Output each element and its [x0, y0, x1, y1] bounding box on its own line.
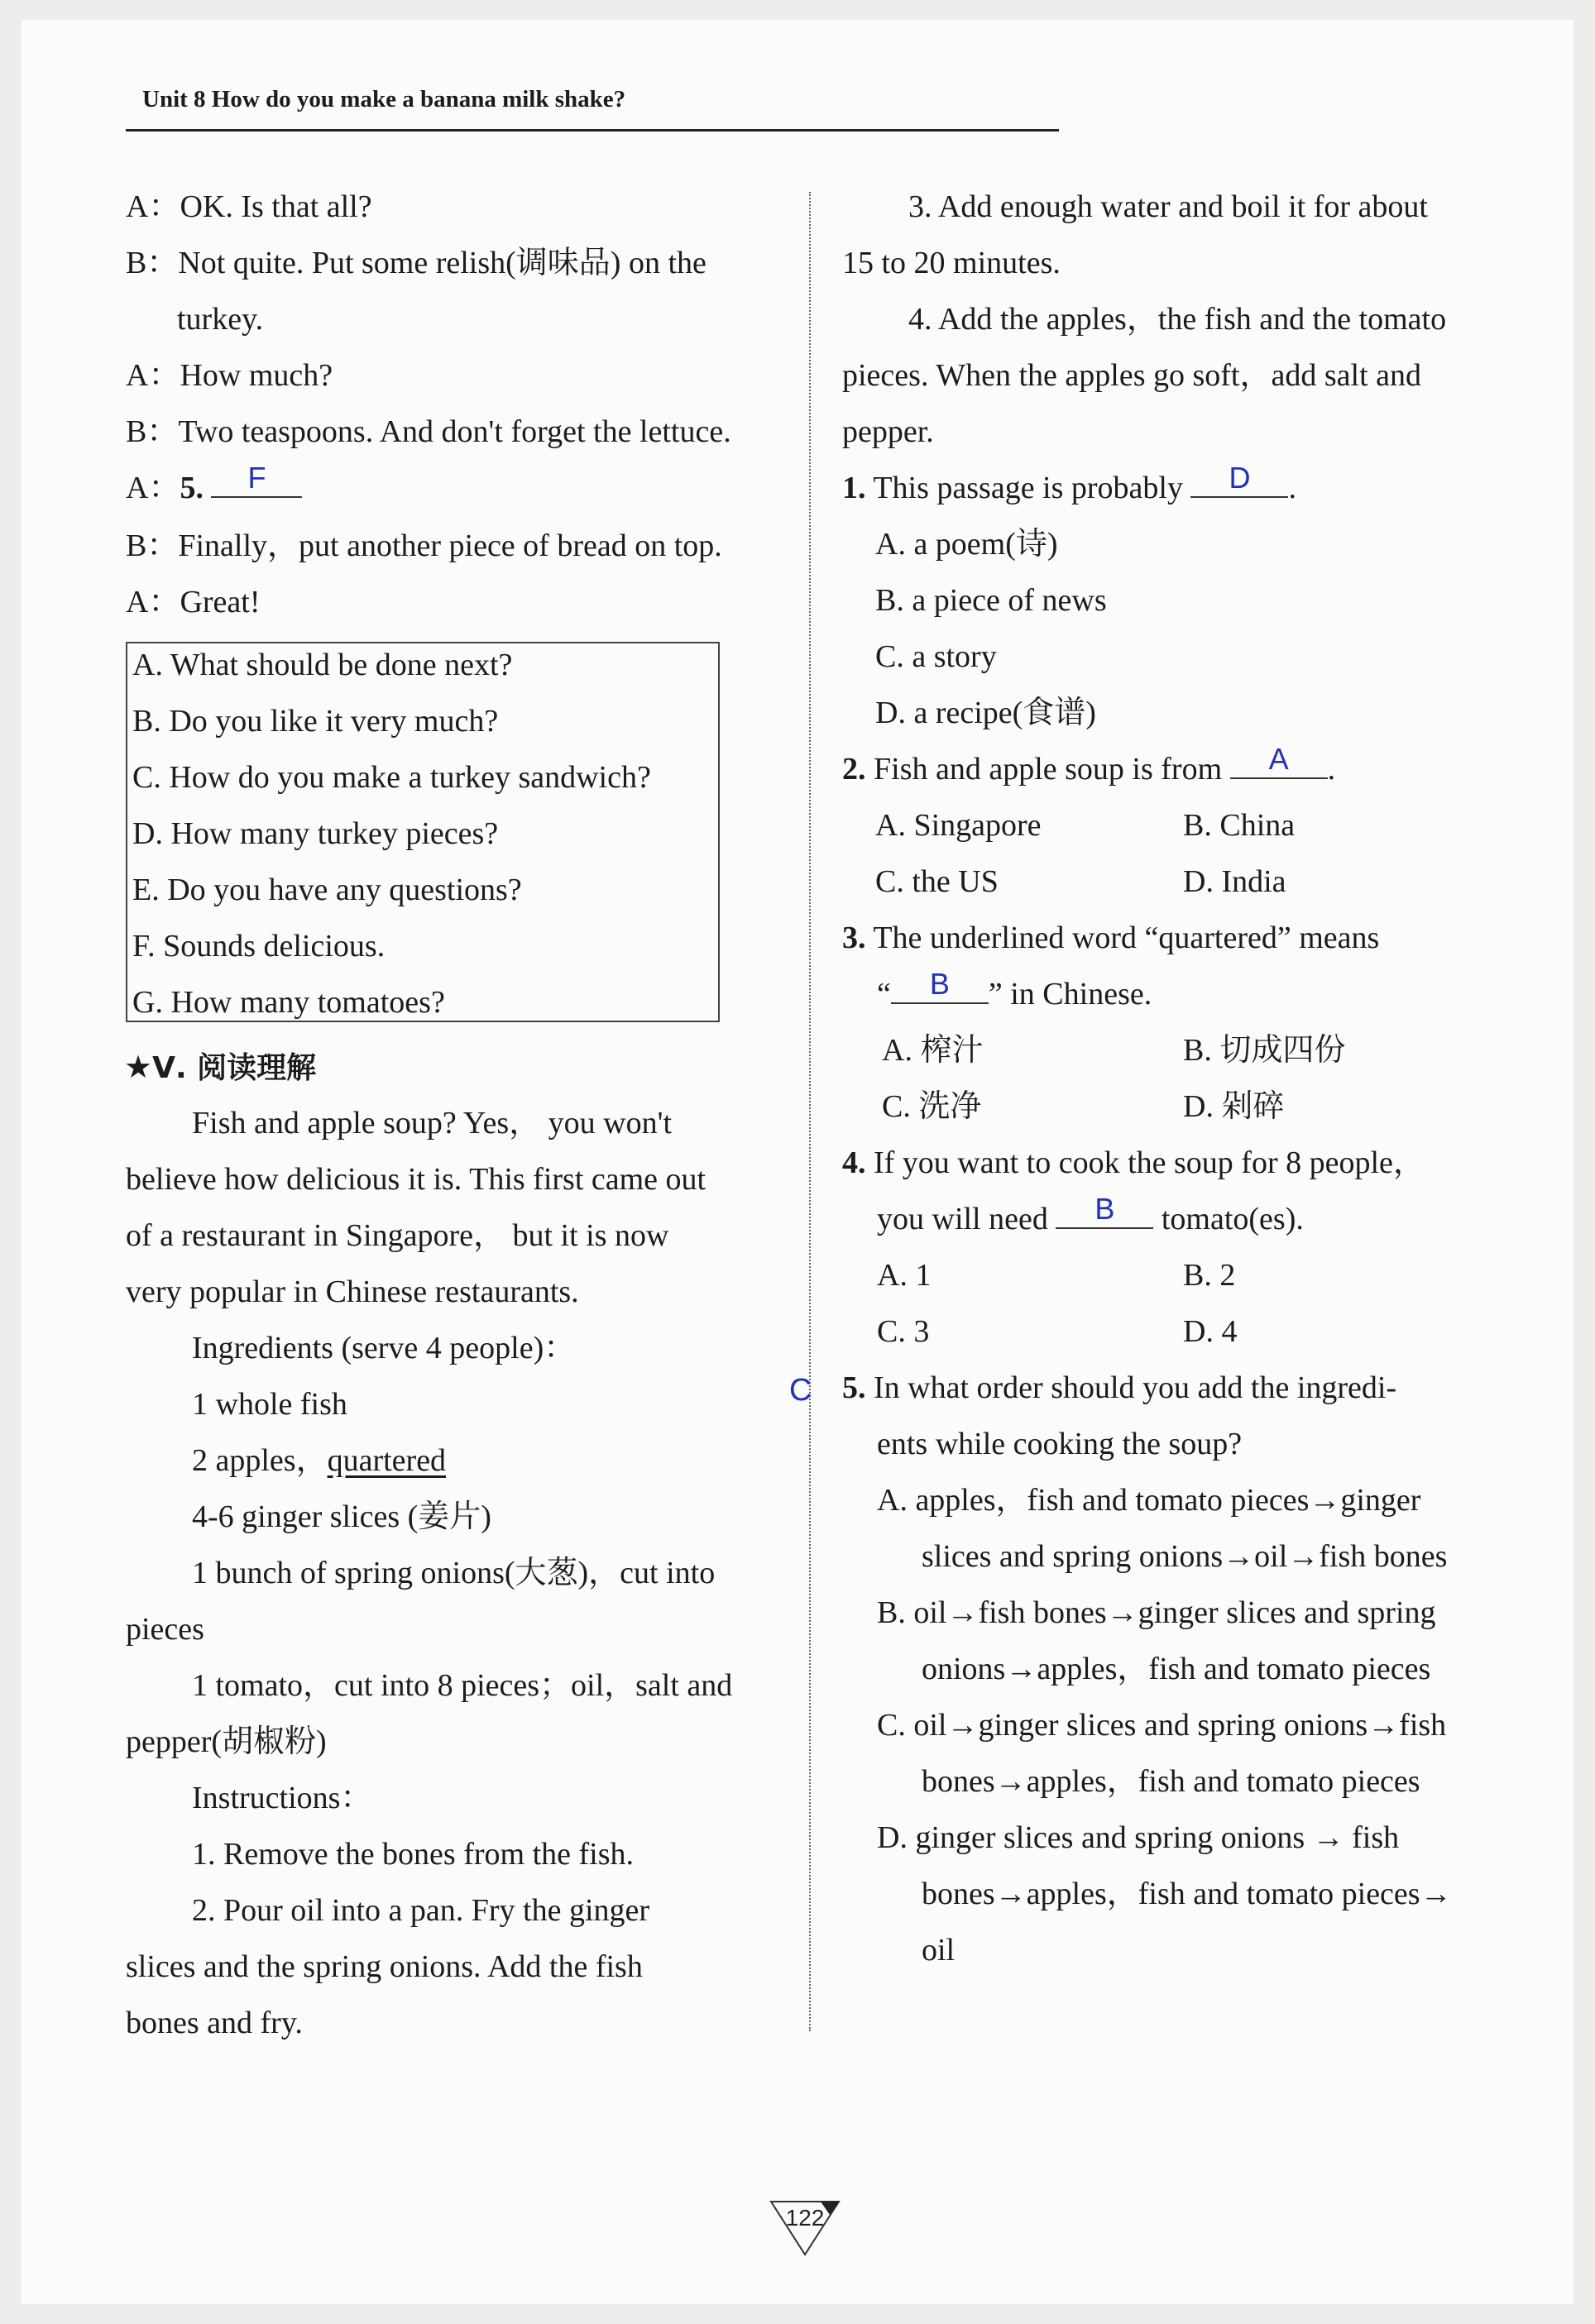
question-text: If you want to cook the soup for 8 people， [874, 1145, 1425, 1180]
dialogue-line: B：Not quite. Put some relish(调味品) on the [126, 246, 706, 280]
option-b: B. China [1183, 808, 1296, 843]
option-d-cont: oil [922, 1933, 956, 1968]
star-icon: ★ [124, 1049, 153, 1085]
question-text: ” in Chinese. [988, 977, 1152, 1011]
page-number: 122 [785, 2205, 825, 2231]
question-2 [842, 741, 1335, 797]
question-number: 3. [842, 921, 866, 955]
option-item: A. What should be done next? [132, 648, 513, 682]
instruction-step: 3. Add enough water and boil it for about [908, 189, 1428, 224]
option-d-cont: bones→apples，fish and tomato pieces→ [922, 1877, 1452, 1911]
ingredients-title: Ingredients (serve 4 people)： [192, 1331, 576, 1365]
instruction-step: 1. Remove the bones from the fish. [192, 1837, 635, 1872]
option-c: C. 洗净 [882, 1089, 982, 1124]
question-text: In what order should you add the ingredi- [874, 1370, 1397, 1405]
instruction-step: bones and fry. [126, 2006, 303, 2040]
question-number: 5. [842, 1370, 866, 1405]
option-a: A. Singapore [875, 808, 1042, 843]
handwritten-answer: A [1268, 742, 1289, 776]
question-text: you will need [877, 1202, 1048, 1236]
option-item: C. How do you make a turkey sandwich? [132, 760, 651, 795]
dialogue-line: A：Great! [126, 585, 261, 619]
option-d: D. 4 [1183, 1314, 1238, 1349]
unit-header: Unit 8 How do you make a banana milk shake? [142, 86, 626, 112]
option-c: C. the US [875, 864, 999, 899]
instruction-step: pieces. When the apples go soft，add salt and [842, 358, 1421, 393]
dialogue-line: B：Finally，put another piece of bread on top. [126, 528, 722, 563]
question-end: . [1327, 752, 1336, 787]
question-number: 1. [842, 471, 866, 505]
instruction-step: 4. Add the apples，the fish and the tomato [908, 302, 1447, 337]
question-text: This passage is probably [873, 471, 1183, 505]
question-5 [842, 1360, 1396, 1416]
ingredient-item: 1 whole fish [192, 1387, 347, 1422]
option-a: A. a poem(诗) [875, 527, 1058, 562]
option-b-cont: onions→apples，fish and tomato pieces [922, 1652, 1431, 1686]
blank-number: 5. [180, 471, 204, 505]
page-number-badge [769, 2200, 841, 2256]
question-1 [842, 460, 1296, 516]
option-d: D. 剁碎 [1183, 1089, 1285, 1124]
passage-line: Fish and apple soup? Yes， you won't [192, 1106, 673, 1140]
option-b: B. a piece of news [875, 583, 1107, 618]
question-text: ents while cooking the soup? [877, 1427, 1243, 1461]
option-a-cont: slices and spring onions→oil→fish bones [922, 1539, 1448, 1574]
question-text: tomato(es). [1161, 1202, 1304, 1236]
dialogue-line: B：Two teaspoons. And don't forget the lettuce. [126, 414, 731, 449]
answer-blank[interactable] [1056, 1194, 1153, 1229]
passage-line: very popular in Chinese restaurants. [126, 1274, 579, 1309]
instructions-title: Instructions： [192, 1781, 372, 1815]
section-heading: Ⅴ. 阅读理解 [152, 1051, 317, 1085]
quote-open: “ [877, 977, 891, 1011]
instruction-step: slices and the spring onions. Add the fish [126, 1949, 643, 1984]
option-item: G. How many tomatoes? [132, 985, 445, 1020]
option-b: B. 切成四份 [1183, 1033, 1346, 1068]
passage-line: of a restaurant in Singapore， but it is now [126, 1218, 669, 1253]
answer-blank[interactable] [1230, 744, 1328, 779]
handwritten-answer: D [1229, 461, 1251, 495]
section-title [124, 1039, 316, 1097]
underlined-word: quartered [327, 1443, 447, 1478]
ingredient-item: pepper(胡椒粉) [126, 1724, 327, 1759]
dialogue-line: A：How much? [126, 358, 333, 393]
question-4-line-2 [877, 1191, 1304, 1247]
column-divider [809, 192, 811, 2031]
option-d: D. a recipe(食谱) [875, 696, 1096, 730]
instruction-step: pepper. [842, 414, 934, 449]
dialogue-blank-5 [126, 460, 302, 516]
option-a: A. apples，fish and tomato pieces→ginger [877, 1483, 1421, 1518]
option-c: C. a story [875, 639, 997, 674]
speaker-label: A： [126, 471, 180, 505]
dialogue-line: turkey. [177, 302, 264, 337]
option-item: E. Do you have any questions? [132, 873, 522, 907]
handwritten-answer: B [929, 967, 950, 1001]
answer-blank[interactable] [1190, 463, 1288, 498]
instruction-step: 2. Pour oil into a pan. Fry the ginger [192, 1893, 650, 1928]
question-number: 2. [842, 752, 866, 787]
answer-blank[interactable] [891, 969, 989, 1004]
option-c: C. oil→ginger slices and spring onions→fish [877, 1708, 1447, 1743]
option-item: D. How many turkey pieces? [132, 816, 499, 851]
question-text: Fish and apple soup is from [874, 752, 1223, 787]
option-b: B. oil→fish bones→ginger slices and spring [877, 1595, 1436, 1630]
question-3-line-2 [877, 966, 1152, 1022]
option-d: D. India [1183, 864, 1286, 899]
option-c: C. 3 [877, 1314, 930, 1349]
ingredient-item: 1 tomato，cut into 8 pieces；oil，salt and [192, 1668, 733, 1703]
answer-blank[interactable] [211, 463, 302, 498]
ingredient-item: 4-6 ginger slices (姜片) [192, 1499, 491, 1534]
instruction-step: 15 to 20 minutes. [842, 246, 1061, 280]
option-c-cont: bones→apples，fish and tomato pieces [922, 1764, 1420, 1799]
dialogue-line: A：OK. Is that all? [126, 189, 372, 224]
option-a: A. 1 [877, 1258, 932, 1293]
handwritten-answer: F [247, 461, 266, 495]
option-b: B. 2 [1183, 1258, 1236, 1293]
ingredient-item [192, 1432, 446, 1489]
question-end: . [1288, 471, 1296, 505]
handwritten-answer: B [1094, 1192, 1115, 1226]
option-item: F. Sounds delicious. [132, 929, 386, 964]
question-text: The underlined word “quartered” means [873, 921, 1380, 955]
passage-line: believe how delicious it is. This first came out [126, 1162, 706, 1197]
handwritten-answer: C [789, 1373, 812, 1408]
option-item: B. Do you like it very much? [132, 704, 499, 739]
question-number: 4. [842, 1145, 866, 1180]
option-a: A. 榨汁 [882, 1033, 984, 1068]
ingredient-text: 2 apples， [192, 1443, 328, 1478]
ingredient-item: pieces [126, 1612, 204, 1647]
header-rule [126, 129, 1059, 132]
option-d: D. ginger slices and spring onions → fish [877, 1820, 1400, 1855]
ingredient-item: 1 bunch of spring onions(大葱)，cut into [192, 1556, 716, 1590]
